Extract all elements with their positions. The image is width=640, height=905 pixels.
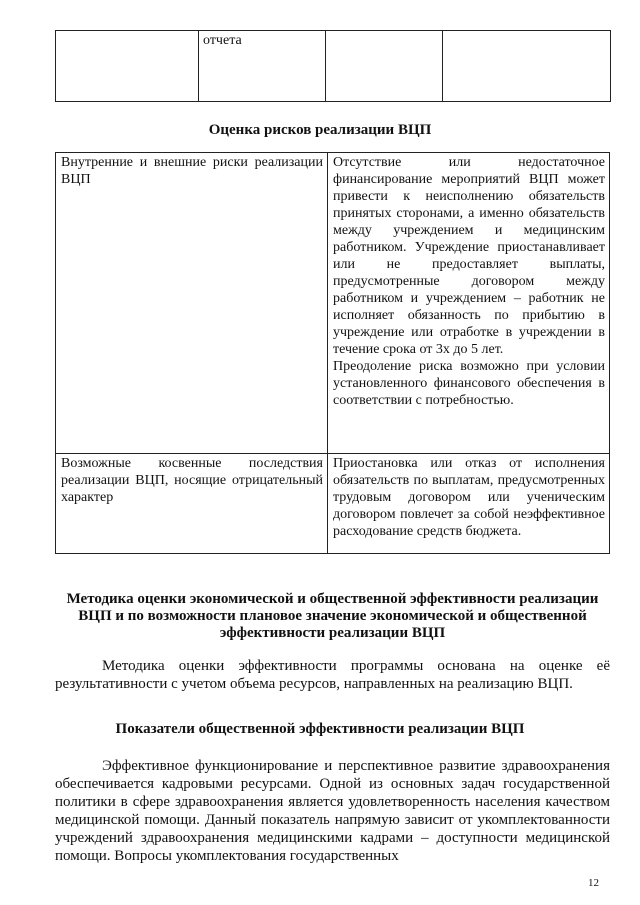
table-cell bbox=[326, 31, 443, 102]
previous-table-fragment bbox=[55, 30, 611, 102]
table-cell: отчета bbox=[199, 31, 326, 102]
table-row bbox=[56, 454, 610, 554]
risk-text: Приостановка или отказ от исполнения обязательств по выплатам, предусмотренных трудовым договором или ученическим договором повлечет за собой неэффективное расходование средств бюджета. bbox=[333, 456, 605, 539]
risk-mitigation-text: Преодоление риска возможно при условии установленного финансового обеспечения в соответствии с потребностью. bbox=[333, 359, 605, 408]
risk-label-cell: Внутренние и внешние риски реализации ВЦП bbox=[56, 153, 328, 454]
table-row bbox=[56, 31, 611, 102]
risk-text-cell bbox=[328, 153, 610, 454]
table-cell bbox=[443, 31, 611, 102]
table-cell bbox=[56, 31, 199, 102]
risk-table bbox=[55, 152, 610, 554]
method-paragraph: Методика оценки эффективности программы основана на оценке её результативности с учетом объема ресурсов, направленных на реализацию ВЦП. bbox=[55, 658, 610, 692]
method-heading: Методика оценки экономической и общественной эффективности реализации ВЦП и по возможности плановое значение экономической и общественной эффективности реализации ВЦП bbox=[66, 591, 599, 641]
table-row bbox=[56, 153, 610, 454]
risk-label-cell: Возможные косвенные последствия реализации ВЦП, носящие отрицательный характер bbox=[56, 454, 328, 554]
risk-heading: Оценка рисков реализации ВЦП bbox=[208, 122, 432, 138]
indicators-heading: Показатели общественной эффективности реализации ВЦП bbox=[115, 721, 525, 737]
indicators-paragraph: Эффективное функционирование и перспективное развитие здравоохранения обеспечивается кадровыми ресурсами. Одной из основных задач государственной политики в сфере здравоохранения является удовлетворенность населения качеством медицинской помощи. Данный показатель напрямую зависит от укомплектованности учреждений здравоохранения медицинскими кадрами – доступности медицинской помощи. Вопросы укомплектования государственных bbox=[55, 758, 610, 864]
risk-text-cell bbox=[328, 454, 610, 554]
risk-text: Отсутствие или недостаточное финансирование мероприятий ВЦП может привести к неисполнению обязательств принятых сторонами, а именно обязательств между учреждением и медицинским работником. Учреждение приостанавливает или не предоставляет выплаты, предусмотренные договором между работником и учреждением – работник не исполняет обязанность по прибытию в учреждение или отработке в учреждении в течение срока от 3х до 5 лет. bbox=[333, 155, 605, 357]
page-number: 12 bbox=[588, 877, 599, 889]
